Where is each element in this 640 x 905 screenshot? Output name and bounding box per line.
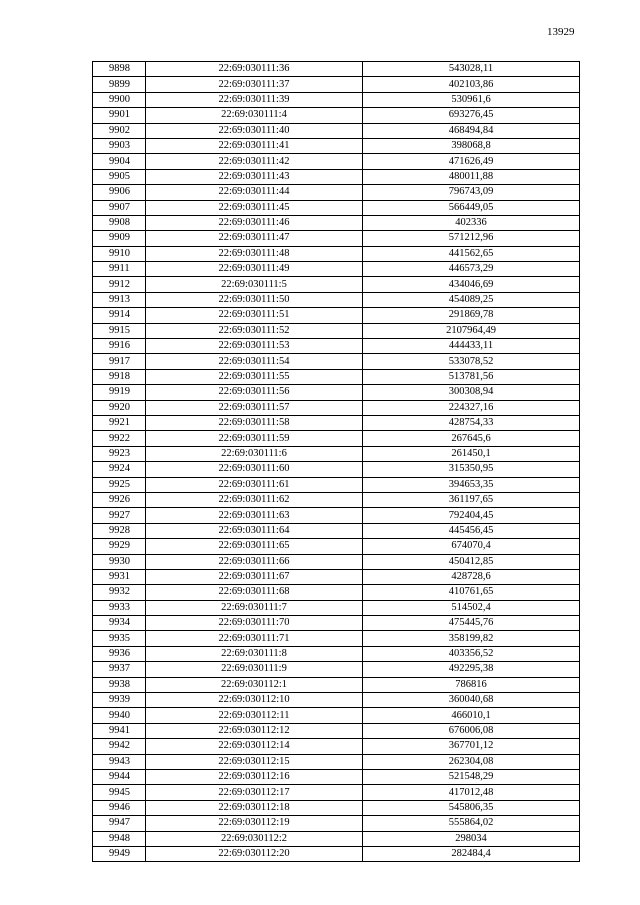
cadastral-number-cell: 22:69:030111:52	[146, 323, 363, 338]
cadastral-value-cell: 360040,68	[363, 693, 580, 708]
cadastral-value-cell: 428754,33	[363, 415, 580, 430]
table-row	[93, 262, 580, 277]
row-number-cell: 9949	[93, 846, 146, 861]
cadastral-number-cell: 22:69:030111:53	[146, 339, 363, 354]
cadastral-value-cell: 513781,56	[363, 369, 580, 384]
row-number-cell: 9911	[93, 262, 146, 277]
cadastral-number-cell: 22:69:030111:40	[146, 123, 363, 138]
row-number-cell: 9922	[93, 431, 146, 446]
cadastral-number-cell: 22:69:030111:67	[146, 569, 363, 584]
row-number-cell: 9927	[93, 508, 146, 523]
cadastral-value-cell: 445456,45	[363, 523, 580, 538]
row-number-cell: 9908	[93, 215, 146, 230]
cadastral-number-cell: 22:69:030111:71	[146, 631, 363, 646]
table-body	[93, 62, 580, 862]
row-number-cell: 9905	[93, 169, 146, 184]
cadastral-value-cell: 262304,08	[363, 754, 580, 769]
cadastral-number-cell: 22:69:030111:48	[146, 246, 363, 261]
row-number-cell: 9907	[93, 200, 146, 215]
cadastral-number-cell: 22:69:030111:42	[146, 154, 363, 169]
cadastral-number-cell: 22:69:030112:10	[146, 693, 363, 708]
table-row	[93, 754, 580, 769]
table-row	[93, 62, 580, 77]
row-number-cell: 9944	[93, 769, 146, 784]
cadastral-number-cell: 22:69:030111:8	[146, 646, 363, 661]
table-row	[93, 446, 580, 461]
cadastral-value-cell: 403356,52	[363, 646, 580, 661]
row-number-cell: 9904	[93, 154, 146, 169]
cadastral-value-cell: 450412,85	[363, 554, 580, 569]
table-row	[93, 215, 580, 230]
cadastral-number-cell: 22:69:030111:68	[146, 585, 363, 600]
cadastral-value-cell: 367701,12	[363, 739, 580, 754]
cadastral-number-cell: 22:69:030111:41	[146, 138, 363, 153]
row-number-cell: 9913	[93, 292, 146, 307]
cadastral-value-cell: 530961,6	[363, 92, 580, 107]
cadastral-value-cell: 475445,76	[363, 616, 580, 631]
table-row	[93, 92, 580, 107]
cadastral-number-cell: 22:69:030111:36	[146, 62, 363, 77]
table-row	[93, 785, 580, 800]
cadastral-number-cell: 22:69:030112:15	[146, 754, 363, 769]
cadastral-value-cell: 358199,82	[363, 631, 580, 646]
cadastral-value-cell: 291869,78	[363, 308, 580, 323]
cadastral-value-cell: 492295,38	[363, 662, 580, 677]
table-row	[93, 246, 580, 261]
table-row	[93, 800, 580, 815]
cadastral-value-cell: 533078,52	[363, 354, 580, 369]
cadastral-number-cell: 22:69:030112:14	[146, 739, 363, 754]
table-row	[93, 323, 580, 338]
cadastral-number-cell: 22:69:030111:7	[146, 600, 363, 615]
cadastral-value-cell: 480011,88	[363, 169, 580, 184]
cadastral-number-cell: 22:69:030111:37	[146, 77, 363, 92]
cadastral-value-cell: 315350,95	[363, 462, 580, 477]
table-row	[93, 631, 580, 646]
table-row	[93, 554, 580, 569]
table-row	[93, 569, 580, 584]
table-row	[93, 723, 580, 738]
table-row	[93, 585, 580, 600]
cadastral-value-cell: 674070,4	[363, 539, 580, 554]
row-number-cell: 9909	[93, 231, 146, 246]
cadastral-value-cell: 521548,29	[363, 769, 580, 784]
row-number-cell: 9933	[93, 600, 146, 615]
row-number-cell: 9937	[93, 662, 146, 677]
row-number-cell: 9906	[93, 185, 146, 200]
cadastral-value-cell: 796743,09	[363, 185, 580, 200]
cadastral-value-cell: 676006,08	[363, 723, 580, 738]
cadastral-value-cell: 398068,8	[363, 138, 580, 153]
cadastral-number-cell: 22:69:030111:9	[146, 662, 363, 677]
row-number-cell: 9930	[93, 554, 146, 569]
row-number-cell: 9899	[93, 77, 146, 92]
cadastral-number-cell: 22:69:030111:66	[146, 554, 363, 569]
row-number-cell: 9932	[93, 585, 146, 600]
table-row	[93, 462, 580, 477]
cadastral-value-cell: 282484,4	[363, 846, 580, 861]
cadastral-number-cell: 22:69:030111:56	[146, 385, 363, 400]
table-row	[93, 108, 580, 123]
cadastral-value-cell: 441562,65	[363, 246, 580, 261]
cadastral-number-cell: 22:69:030112:20	[146, 846, 363, 861]
table-row	[93, 369, 580, 384]
table-row	[93, 846, 580, 861]
row-number-cell: 9902	[93, 123, 146, 138]
table-row	[93, 292, 580, 307]
cadastral-number-cell: 22:69:030111:60	[146, 462, 363, 477]
cadastral-number-cell: 22:69:030112:2	[146, 831, 363, 846]
table-row	[93, 816, 580, 831]
cadastral-value-cell: 267645,6	[363, 431, 580, 446]
row-number-cell: 9898	[93, 62, 146, 77]
table-row	[93, 508, 580, 523]
cadastral-number-cell: 22:69:030111:45	[146, 200, 363, 215]
row-number-cell: 9900	[93, 92, 146, 107]
row-number-cell: 9912	[93, 277, 146, 292]
cadastral-number-cell: 22:69:030111:50	[146, 292, 363, 307]
row-number-cell: 9935	[93, 631, 146, 646]
row-number-cell: 9924	[93, 462, 146, 477]
row-number-cell: 9917	[93, 354, 146, 369]
cadastral-value-cell: 693276,45	[363, 108, 580, 123]
row-number-cell: 9941	[93, 723, 146, 738]
page-number: 13929	[547, 26, 575, 38]
row-number-cell: 9910	[93, 246, 146, 261]
cadastral-value-cell: 454089,25	[363, 292, 580, 307]
cadastral-number-cell: 22:69:030112:12	[146, 723, 363, 738]
cadastral-number-cell: 22:69:030112:16	[146, 769, 363, 784]
cadastral-value-cell: 434046,69	[363, 277, 580, 292]
table-row	[93, 693, 580, 708]
cadastral-number-cell: 22:69:030111:61	[146, 477, 363, 492]
cadastral-value-cell: 444433,11	[363, 339, 580, 354]
cadastral-value-cell: 543028,11	[363, 62, 580, 77]
cadastral-value-cell: 566449,05	[363, 200, 580, 215]
table-row	[93, 123, 580, 138]
table-row	[93, 662, 580, 677]
table-row	[93, 385, 580, 400]
cadastral-number-cell: 22:69:030112:17	[146, 785, 363, 800]
table-row	[93, 477, 580, 492]
row-number-cell: 9916	[93, 339, 146, 354]
row-number-cell: 9943	[93, 754, 146, 769]
cadastral-value-cell: 571212,96	[363, 231, 580, 246]
table-row	[93, 169, 580, 184]
row-number-cell: 9946	[93, 800, 146, 815]
table-row	[93, 677, 580, 692]
cadastral-number-cell: 22:69:030111:64	[146, 523, 363, 538]
row-number-cell: 9940	[93, 708, 146, 723]
table-row	[93, 354, 580, 369]
cadastral-number-cell: 22:69:030111:6	[146, 446, 363, 461]
cadastral-value-cell: 394653,35	[363, 477, 580, 492]
cadastral-value-cell: 261450,1	[363, 446, 580, 461]
cadastral-value-cell: 428728,6	[363, 569, 580, 584]
row-number-cell: 9923	[93, 446, 146, 461]
cadastral-number-cell: 22:69:030111:58	[146, 415, 363, 430]
cadastral-value-table	[92, 61, 580, 862]
cadastral-number-cell: 22:69:030112:11	[146, 708, 363, 723]
table-row	[93, 138, 580, 153]
cadastral-number-cell: 22:69:030111:39	[146, 92, 363, 107]
cadastral-value-cell: 545806,35	[363, 800, 580, 815]
row-number-cell: 9947	[93, 816, 146, 831]
cadastral-number-cell: 22:69:030111:43	[146, 169, 363, 184]
table-row	[93, 646, 580, 661]
cadastral-number-cell: 22:69:030111:54	[146, 354, 363, 369]
cadastral-number-cell: 22:69:030111:70	[146, 616, 363, 631]
row-number-cell: 9945	[93, 785, 146, 800]
cadastral-number-cell: 22:69:030111:4	[146, 108, 363, 123]
table-row	[93, 400, 580, 415]
cadastral-number-cell: 22:69:030112:18	[146, 800, 363, 815]
table-row	[93, 154, 580, 169]
table-row	[93, 277, 580, 292]
cadastral-number-cell: 22:69:030111:65	[146, 539, 363, 554]
table-row	[93, 231, 580, 246]
cadastral-number-cell: 22:69:030111:59	[146, 431, 363, 446]
row-number-cell: 9920	[93, 400, 146, 415]
row-number-cell: 9929	[93, 539, 146, 554]
row-number-cell: 9942	[93, 739, 146, 754]
row-number-cell: 9936	[93, 646, 146, 661]
cadastral-value-cell: 298034	[363, 831, 580, 846]
table-row	[93, 523, 580, 538]
cadastral-value-cell: 402103,86	[363, 77, 580, 92]
table-row	[93, 415, 580, 430]
cadastral-value-cell: 300308,94	[363, 385, 580, 400]
row-number-cell: 9934	[93, 616, 146, 631]
cadastral-value-cell: 471626,49	[363, 154, 580, 169]
row-number-cell: 9919	[93, 385, 146, 400]
cadastral-value-cell: 468494,84	[363, 123, 580, 138]
table-row	[93, 708, 580, 723]
row-number-cell: 9926	[93, 492, 146, 507]
row-number-cell: 9938	[93, 677, 146, 692]
cadastral-value-cell: 224327,16	[363, 400, 580, 415]
row-number-cell: 9921	[93, 415, 146, 430]
table-row	[93, 431, 580, 446]
cadastral-number-cell: 22:69:030111:51	[146, 308, 363, 323]
cadastral-value-cell: 792404,45	[363, 508, 580, 523]
cadastral-value-cell: 786816	[363, 677, 580, 692]
table-row	[93, 616, 580, 631]
cadastral-value-cell: 2107964,49	[363, 323, 580, 338]
cadastral-value-cell: 402336	[363, 215, 580, 230]
row-number-cell: 9931	[93, 569, 146, 584]
cadastral-number-cell: 22:69:030111:49	[146, 262, 363, 277]
cadastral-number-cell: 22:69:030111:47	[146, 231, 363, 246]
row-number-cell: 9903	[93, 138, 146, 153]
row-number-cell: 9948	[93, 831, 146, 846]
row-number-cell: 9901	[93, 108, 146, 123]
cadastral-number-cell: 22:69:030112:19	[146, 816, 363, 831]
table-row	[93, 831, 580, 846]
row-number-cell: 9928	[93, 523, 146, 538]
cadastral-number-cell: 22:69:030112:1	[146, 677, 363, 692]
cadastral-value-cell: 361197,65	[363, 492, 580, 507]
row-number-cell: 9915	[93, 323, 146, 338]
table-row	[93, 739, 580, 754]
table-row	[93, 492, 580, 507]
cadastral-number-cell: 22:69:030111:5	[146, 277, 363, 292]
cadastral-value-cell: 417012,48	[363, 785, 580, 800]
cadastral-value-table-container	[92, 61, 577, 862]
table-row	[93, 539, 580, 554]
cadastral-value-cell: 466010,1	[363, 708, 580, 723]
cadastral-value-cell: 410761,65	[363, 585, 580, 600]
row-number-cell: 9939	[93, 693, 146, 708]
cadastral-value-cell: 514502,4	[363, 600, 580, 615]
cadastral-number-cell: 22:69:030111:55	[146, 369, 363, 384]
row-number-cell: 9925	[93, 477, 146, 492]
cadastral-number-cell: 22:69:030111:63	[146, 508, 363, 523]
table-row	[93, 77, 580, 92]
table-row	[93, 339, 580, 354]
cadastral-value-cell: 446573,29	[363, 262, 580, 277]
table-row	[93, 308, 580, 323]
table-row	[93, 185, 580, 200]
row-number-cell: 9914	[93, 308, 146, 323]
cadastral-number-cell: 22:69:030111:57	[146, 400, 363, 415]
cadastral-number-cell: 22:69:030111:46	[146, 215, 363, 230]
row-number-cell: 9918	[93, 369, 146, 384]
cadastral-value-cell: 555864,02	[363, 816, 580, 831]
cadastral-number-cell: 22:69:030111:44	[146, 185, 363, 200]
table-row	[93, 200, 580, 215]
cadastral-number-cell: 22:69:030111:62	[146, 492, 363, 507]
table-row	[93, 600, 580, 615]
table-row	[93, 769, 580, 784]
